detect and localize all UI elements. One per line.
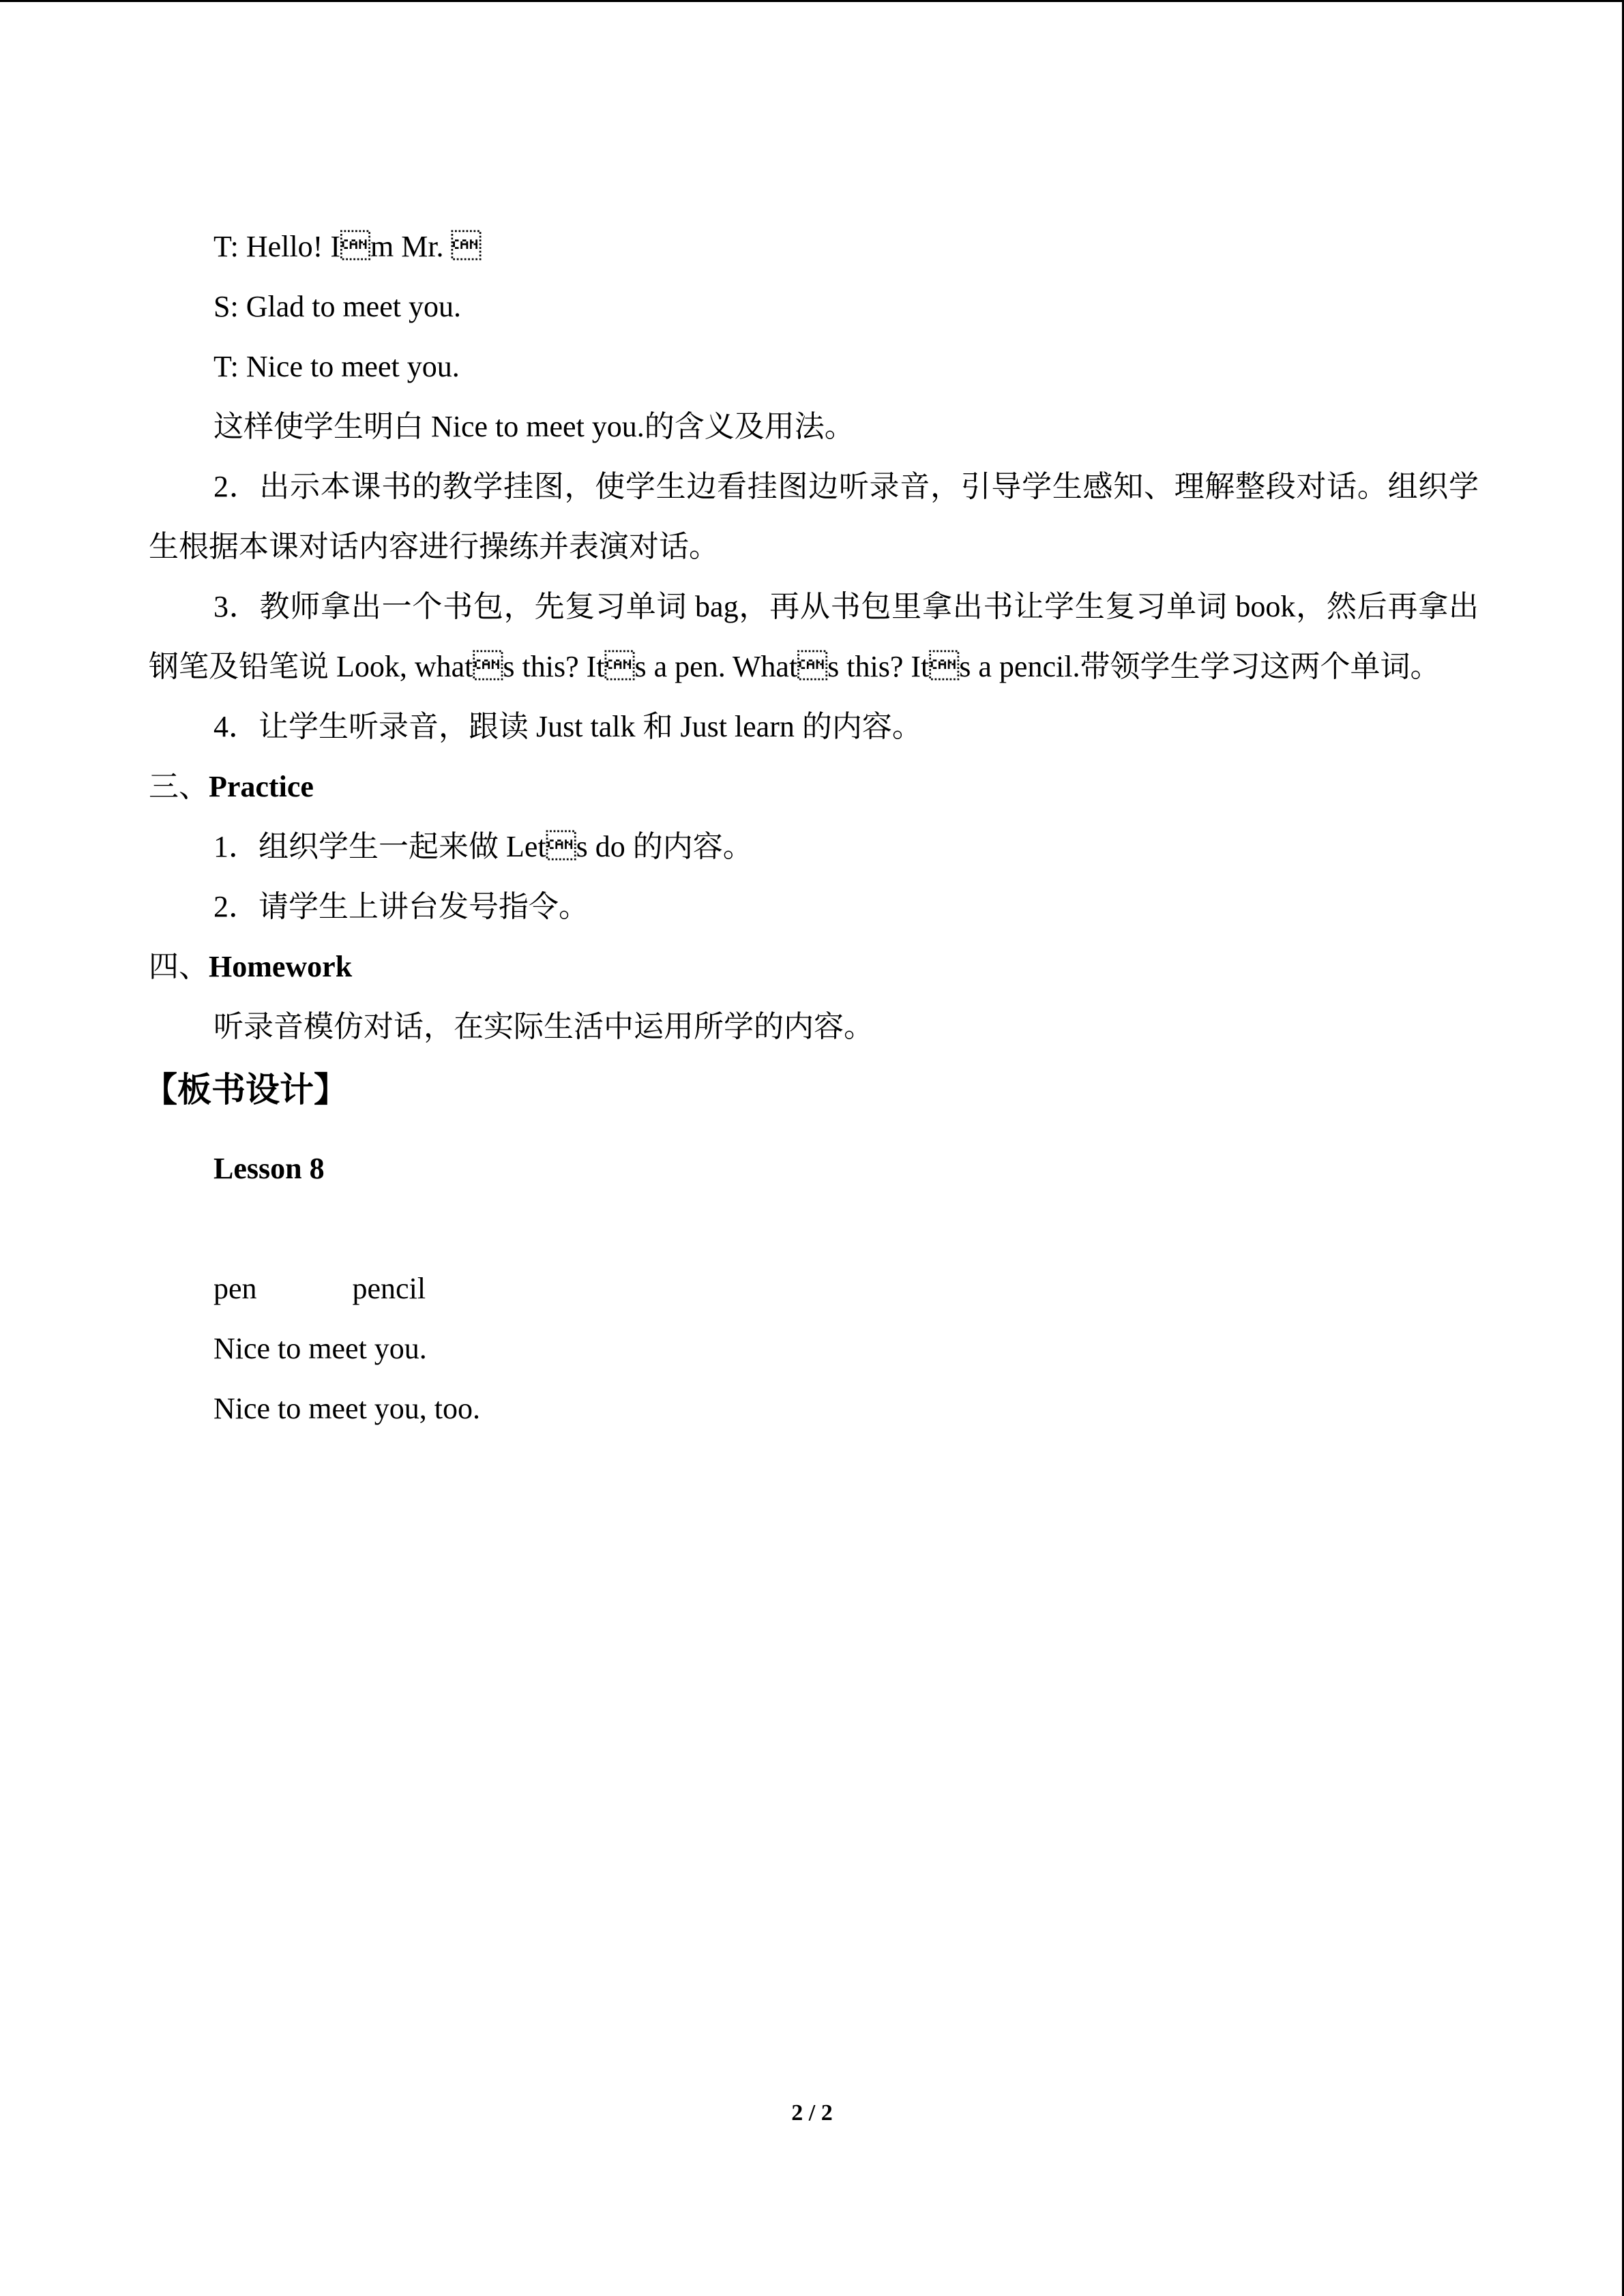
practice-heading bbox=[149, 757, 1479, 817]
homework-heading-prefix: 四、 bbox=[149, 950, 209, 983]
board-sentence-2: Nice to meet you, too. bbox=[213, 1392, 481, 1425]
board-design-title: 【板书设计】 bbox=[143, 1070, 348, 1109]
page-number: 2 / 2 bbox=[791, 2100, 833, 2126]
spacer bbox=[149, 1199, 1479, 1259]
board-lesson-title: Lesson 8 bbox=[213, 1152, 325, 1185]
practice-item-2: 2．请学生上讲台发号指令。 bbox=[213, 890, 589, 923]
step-3-paragraph: 3．教师拿出一个书包，先复习单词 bag，再从书包里拿出书让学生复习单词 book，然后再拿出钢笔及铅笔说 Look, whats this? Its a pen. Whats this? Its a pencil.带领学生学习这两个单词。 bbox=[149, 590, 1479, 683]
practice-item-1: 1．组织学生一起来做 Lets do 的内容。 bbox=[213, 830, 753, 863]
explanation-line: 这样使学生明白 Nice to meet you.的含义及用法。 bbox=[213, 410, 855, 443]
board-word-pencil: pencil bbox=[352, 1272, 426, 1305]
document-body bbox=[143, 217, 1479, 1439]
practice-heading-prefix: 三、 bbox=[149, 770, 209, 803]
board-sentence-1: Nice to meet you. bbox=[213, 1332, 427, 1365]
homework-heading bbox=[149, 937, 1479, 997]
step-4-paragraph: 4．让学生听录音，跟读 Just talk 和 Just learn 的内容。 bbox=[213, 710, 922, 743]
dialogue-line-teacher-nice: T: Nice to meet you. bbox=[213, 350, 460, 383]
board-word-pen: pen bbox=[213, 1272, 257, 1305]
top-border-line bbox=[0, 0, 1624, 2]
board-words-row bbox=[149, 1259, 1479, 1319]
homework-text: 听录音模仿对话，在实际生活中运用所学的内容。 bbox=[213, 1010, 874, 1043]
dialogue-line-teacher-hello: T: Hello! Im Mr.  bbox=[213, 230, 482, 263]
step-2-paragraph: 2．出示本课书的教学挂图，使学生边看挂图边听录音，引导学生感知、理解整段对话。组织学生根据本课对话内容进行操练并表演对话。 bbox=[149, 470, 1479, 563]
practice-heading-text: Practice bbox=[209, 770, 314, 803]
homework-heading-text: Homework bbox=[209, 950, 353, 983]
dialogue-line-student-glad: S: Glad to meet you. bbox=[213, 290, 461, 323]
